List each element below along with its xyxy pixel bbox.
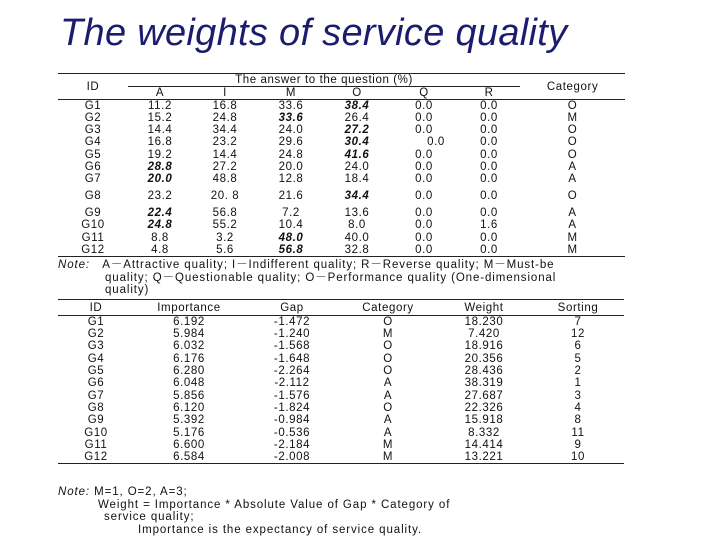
table1-cell-r: 0.0 xyxy=(480,231,498,244)
note1-line1: A－Attractive quality; I－Indifferent quality; R－Reverse quality; M－Must-be xyxy=(102,259,555,271)
table1-cell-o: 38.4 xyxy=(344,100,370,112)
table1-group-header: The answer to the question (%) xyxy=(235,74,413,86)
table1-cell-r: 0.0 xyxy=(480,112,498,125)
note2-line2: Weight = Importance * Absolute Value of Gap * Category of xyxy=(98,498,451,511)
table1-cell-a: 16.8 xyxy=(147,136,173,149)
table2-cell: 6.192 xyxy=(173,316,205,328)
table2-cell: 5 xyxy=(574,352,582,365)
table2-cell: G2 xyxy=(87,328,105,341)
table1-category-header: Category xyxy=(546,80,599,93)
table2-cell: G10 xyxy=(84,426,108,439)
note2-line4: Importance is the expectancy of service quality. xyxy=(138,523,422,536)
table1-cell-cat: O xyxy=(567,124,578,137)
table1-cell-a: 14.4 xyxy=(147,124,173,137)
table1-cell-o: 24.0 xyxy=(344,160,370,173)
table2-cell: 38.319 xyxy=(464,377,504,390)
table1-cell-m: 29.6 xyxy=(278,136,304,149)
table1-cell-r: 0.0 xyxy=(480,100,498,112)
table1-cell-q: 0.0 xyxy=(415,190,433,203)
table1-cell-o: 41.6 xyxy=(344,148,370,161)
table1-cell-o: 40.0 xyxy=(344,231,370,244)
table1-cell-cat: A xyxy=(568,219,577,232)
table2-cell: 1 xyxy=(574,377,582,390)
table2-cell: 22.326 xyxy=(464,401,504,414)
table1-cell-a: 19.2 xyxy=(147,148,173,161)
table1-cell-i: 56.8 xyxy=(212,207,238,220)
table1-cell-id: G6 xyxy=(84,160,102,173)
table1-cell-id: G8 xyxy=(84,190,102,203)
table1-note xyxy=(58,259,678,297)
table2-row xyxy=(58,439,624,451)
table2-row xyxy=(58,389,624,401)
table1-cell-i: 16.8 xyxy=(212,100,238,112)
table1-cell-a: 4.8 xyxy=(151,243,169,256)
table1-cell-m: 33.6 xyxy=(278,100,304,112)
table2-cell: G9 xyxy=(87,414,105,427)
table1-cell-o: 32.8 xyxy=(344,243,370,256)
table1-cell-i: 27.2 xyxy=(212,160,238,173)
table2-cell: -1.648 xyxy=(273,352,311,365)
table1-cell-i: 55.2 xyxy=(212,219,238,232)
slide-title: The weights of service quality xyxy=(60,12,568,54)
table2-cell: 20.356 xyxy=(464,352,504,365)
table2-cell: 8 xyxy=(574,414,582,427)
table2-cell: -0.984 xyxy=(273,414,311,427)
table2-cell: 27.687 xyxy=(464,389,504,402)
table1-cell-q: 0.0 xyxy=(415,207,433,220)
table1-subheader-a: A xyxy=(128,87,192,100)
table1-subheader-o: O xyxy=(324,87,390,100)
table1-cell-cat: A xyxy=(568,207,577,220)
table2-cell: -2.264 xyxy=(273,365,311,378)
table1-cell-id: G10 xyxy=(81,219,105,232)
table1-cell-cat: O xyxy=(567,190,578,203)
table2-row xyxy=(58,426,624,438)
table2-cell: 7 xyxy=(574,316,582,328)
table2-cell: -2.008 xyxy=(273,450,311,463)
table1-cell-r: 0.0 xyxy=(480,136,498,149)
table2-row xyxy=(58,316,624,329)
table2-row xyxy=(58,365,624,377)
note2-line1: M=1, O=2, A=3; xyxy=(94,486,188,498)
table1-cell-cat: O xyxy=(567,148,578,161)
table2-cell: 28.436 xyxy=(464,365,504,378)
table1-cell-i: 14.4 xyxy=(212,148,238,161)
table2-cell: O xyxy=(383,365,393,378)
table1-cell-o: 13.6 xyxy=(344,207,370,220)
table1-row xyxy=(58,232,625,244)
table2-cell: 6.600 xyxy=(173,438,205,451)
table1-row xyxy=(58,244,625,257)
table2-cell: O xyxy=(383,316,393,328)
table2-cell: 4 xyxy=(574,401,582,414)
table2-cell: 6.176 xyxy=(173,352,205,365)
table1-row xyxy=(58,124,625,136)
table1-cell-m: 21.6 xyxy=(278,190,304,203)
table1-cell-i: 24.8 xyxy=(212,112,238,125)
table1-cell-m: 24.0 xyxy=(278,124,304,137)
table2-cell: 18.916 xyxy=(464,340,504,353)
table2-header-gap: Gap xyxy=(280,301,304,314)
table1-cell-q: 0.0 xyxy=(415,231,433,244)
table2-cell: 15.918 xyxy=(464,414,504,427)
table1-row xyxy=(58,185,625,207)
table2-row xyxy=(58,414,624,426)
table1-cell-m: 48.0 xyxy=(278,231,304,244)
table1-cell-o: 34.4 xyxy=(344,190,370,203)
table2-header-importance: Importance xyxy=(157,301,221,314)
table1-cell-o: 26.4 xyxy=(344,112,370,125)
table2-cell: 5.856 xyxy=(173,389,205,402)
table1-cell-o: 27.2 xyxy=(344,124,370,137)
table2-cell: 6.032 xyxy=(173,340,205,353)
table2-cell: 5.176 xyxy=(173,426,205,439)
table2-cell: G12 xyxy=(84,450,108,463)
table1-cell-cat: M xyxy=(567,112,578,125)
table1-subheader-i: I xyxy=(192,87,258,100)
table1-cell-a: 24.8 xyxy=(147,219,173,232)
table2-cell: 6.280 xyxy=(173,365,205,378)
table2-row xyxy=(58,451,624,464)
table1-cell-r: 0.0 xyxy=(480,148,498,161)
service-quality-weight-table xyxy=(58,299,624,464)
table1-cell-o: 30.4 xyxy=(344,136,370,149)
table1-cell-r: 0.0 xyxy=(480,124,498,137)
table1-subheader-m: M xyxy=(258,87,324,100)
table2-note xyxy=(58,486,450,536)
table1-cell-o: 8.0 xyxy=(348,219,366,232)
table2-cell: A xyxy=(383,426,393,439)
table1-row xyxy=(58,149,625,161)
table1-cell-id: G2 xyxy=(84,112,102,125)
table1-cell-cat: A xyxy=(568,160,577,173)
table1-cell-m: 24.8 xyxy=(278,148,304,161)
table2-header-category: Category xyxy=(362,301,414,314)
note1-line3: quality) xyxy=(105,284,150,296)
table1-cell-i: 23.2 xyxy=(212,136,238,149)
table2-cell: 12 xyxy=(571,328,585,341)
table2-header-weight: Weight xyxy=(464,301,504,314)
table1-cell-id: G7 xyxy=(84,173,102,186)
table1-cell-id: G9 xyxy=(84,207,102,220)
table1-cell-r: 0.0 xyxy=(480,243,498,256)
table1-cell-m: 12.8 xyxy=(278,173,304,186)
table2-cell: 8.332 xyxy=(468,426,500,439)
table1-cell-i: 34.4 xyxy=(212,124,238,137)
table1-cell-o: 18.4 xyxy=(344,173,370,186)
table1-row xyxy=(58,100,625,113)
table1-cell-i: 3.2 xyxy=(216,231,234,244)
table1-cell-id: G11 xyxy=(81,231,105,244)
table1-cell-a: 22.4 xyxy=(147,207,173,220)
table2-cell: 5.984 xyxy=(173,328,205,341)
table1-cell-a: 8.8 xyxy=(151,231,169,244)
table1-cell-a: 20.0 xyxy=(147,173,173,186)
table2-cell: G6 xyxy=(87,377,105,390)
table2-cell: 6.120 xyxy=(173,401,205,414)
table1-cell-cat: M xyxy=(567,231,578,244)
table1-cell-q: 0.0 xyxy=(415,148,433,161)
table2-row xyxy=(58,377,624,389)
note1-label: Note: xyxy=(58,259,90,271)
table1-cell-q: 0.0 xyxy=(415,112,433,125)
table2-cell: M xyxy=(382,450,394,463)
table1-cell-id: G12 xyxy=(81,243,105,256)
table1-cell-i: 5.6 xyxy=(216,243,234,256)
table2-cell: 13.221 xyxy=(464,450,504,463)
table1-cell-r: 0.0 xyxy=(480,173,498,186)
note2-label: Note: xyxy=(58,486,90,498)
table1-cell-cat: M xyxy=(567,243,578,256)
table2-cell: 14.414 xyxy=(464,438,504,451)
table2-cell: G11 xyxy=(84,438,108,451)
table1-cell-q: 0.0 xyxy=(415,219,433,232)
table1-cell-i: 48.8 xyxy=(212,173,238,186)
table2-cell: A xyxy=(383,414,393,427)
table2-cell: -2.184 xyxy=(273,438,311,451)
table2-row xyxy=(58,402,624,414)
table1-cell-id: G3 xyxy=(84,124,102,137)
table1-cell-m: 56.8 xyxy=(278,243,304,256)
table2-cell: O xyxy=(383,340,393,353)
table2-header-id: ID xyxy=(89,301,103,314)
table1-cell-q: 0.0 xyxy=(415,124,433,137)
table2-cell: -2.112 xyxy=(274,377,310,390)
table2-cell: G1 xyxy=(87,316,105,328)
table1-id-header: ID xyxy=(86,80,100,93)
table1-row xyxy=(58,161,625,173)
table1-cell-cat: A xyxy=(568,173,577,186)
table1-cell-r: 0.0 xyxy=(480,190,498,203)
table2-cell: G3 xyxy=(87,340,105,353)
table1-cell-m: 7.2 xyxy=(282,207,300,220)
table1-cell-a: 28.8 xyxy=(147,160,173,173)
table2-cell: 6.584 xyxy=(173,450,205,463)
table1-row xyxy=(58,112,625,124)
table2-cell: G7 xyxy=(87,389,105,402)
table2-cell: G5 xyxy=(87,365,105,378)
table1-cell-m: 33.6 xyxy=(278,112,304,125)
table1-cell-m: 20.0 xyxy=(278,160,304,173)
table1-cell-q: 0.0 xyxy=(415,243,433,256)
table2-cell: M xyxy=(382,328,394,341)
table1-cell-r: 0.0 xyxy=(480,160,498,173)
table1-row xyxy=(58,207,625,219)
table2-row xyxy=(58,328,624,340)
table1-cell-q: 0.0 xyxy=(415,160,433,173)
table2-header-sorting: Sorting xyxy=(557,301,599,314)
table2-cell: M xyxy=(382,438,394,451)
table1-cell-q: 0.0 xyxy=(415,173,433,186)
table1-cell-m: 10.4 xyxy=(278,219,304,232)
table1-cell-i: 20. 8 xyxy=(210,189,240,202)
table1-subheader-q: Q xyxy=(390,87,458,100)
table1-cell-cat: O xyxy=(567,136,578,149)
table1-cell-r: 1.6 xyxy=(480,219,498,232)
table1-cell-id: G5 xyxy=(84,148,102,161)
table2-cell: -1.576 xyxy=(273,389,311,402)
table2-cell: 3 xyxy=(574,389,582,402)
table1-cell-id: G1 xyxy=(84,100,102,112)
table1-cell-id: G4 xyxy=(84,136,102,149)
table1-subheader-r: R xyxy=(458,87,520,100)
table2-cell: 9 xyxy=(574,438,582,451)
table1-row xyxy=(58,219,625,231)
table2-row xyxy=(58,340,624,352)
table2-cell: O xyxy=(383,401,393,414)
table2-cell: G4 xyxy=(87,352,105,365)
table1-cell-a: 15.2 xyxy=(147,112,173,125)
note1-line2: quality; Q－Questionable quality; O－Performance quality (One-dimensional xyxy=(105,271,557,284)
table1-cell-cat: O xyxy=(567,100,578,112)
table1-cell-q: 0.0 xyxy=(427,136,445,149)
table1-row xyxy=(58,173,625,185)
table1-row xyxy=(58,136,625,148)
table2-cell: -0.536 xyxy=(273,426,311,439)
table2-cell: G8 xyxy=(87,401,105,414)
table2-cell: 18.230 xyxy=(464,316,504,328)
table2-cell: A xyxy=(383,377,393,390)
table1-cell-q: 0.0 xyxy=(415,100,433,112)
table1-cell-a: 11.2 xyxy=(148,100,172,112)
questionnaire-answer-table xyxy=(58,73,625,257)
table2-cell: 10 xyxy=(571,450,585,463)
note2-line3: service quality; xyxy=(104,511,195,523)
table2-cell: -1.472 xyxy=(273,316,311,328)
table2-cell: 6.048 xyxy=(173,377,205,390)
table2-cell: 7.420 xyxy=(468,328,500,341)
table2-cell: 5.392 xyxy=(173,414,205,427)
table2-cell: -1.568 xyxy=(273,340,311,353)
table2-cell: 6 xyxy=(574,340,582,353)
table2-cell: -1.824 xyxy=(273,401,311,414)
table1-cell-a: 23.2 xyxy=(147,190,173,203)
table1-cell-r: 0.0 xyxy=(480,207,498,220)
table2-cell: -1.240 xyxy=(273,328,311,341)
table2-cell: A xyxy=(383,389,393,402)
table2-cell: 2 xyxy=(574,365,582,378)
table2-cell: O xyxy=(383,352,393,365)
table2-row xyxy=(58,353,624,365)
table2-cell: 11 xyxy=(571,426,585,439)
